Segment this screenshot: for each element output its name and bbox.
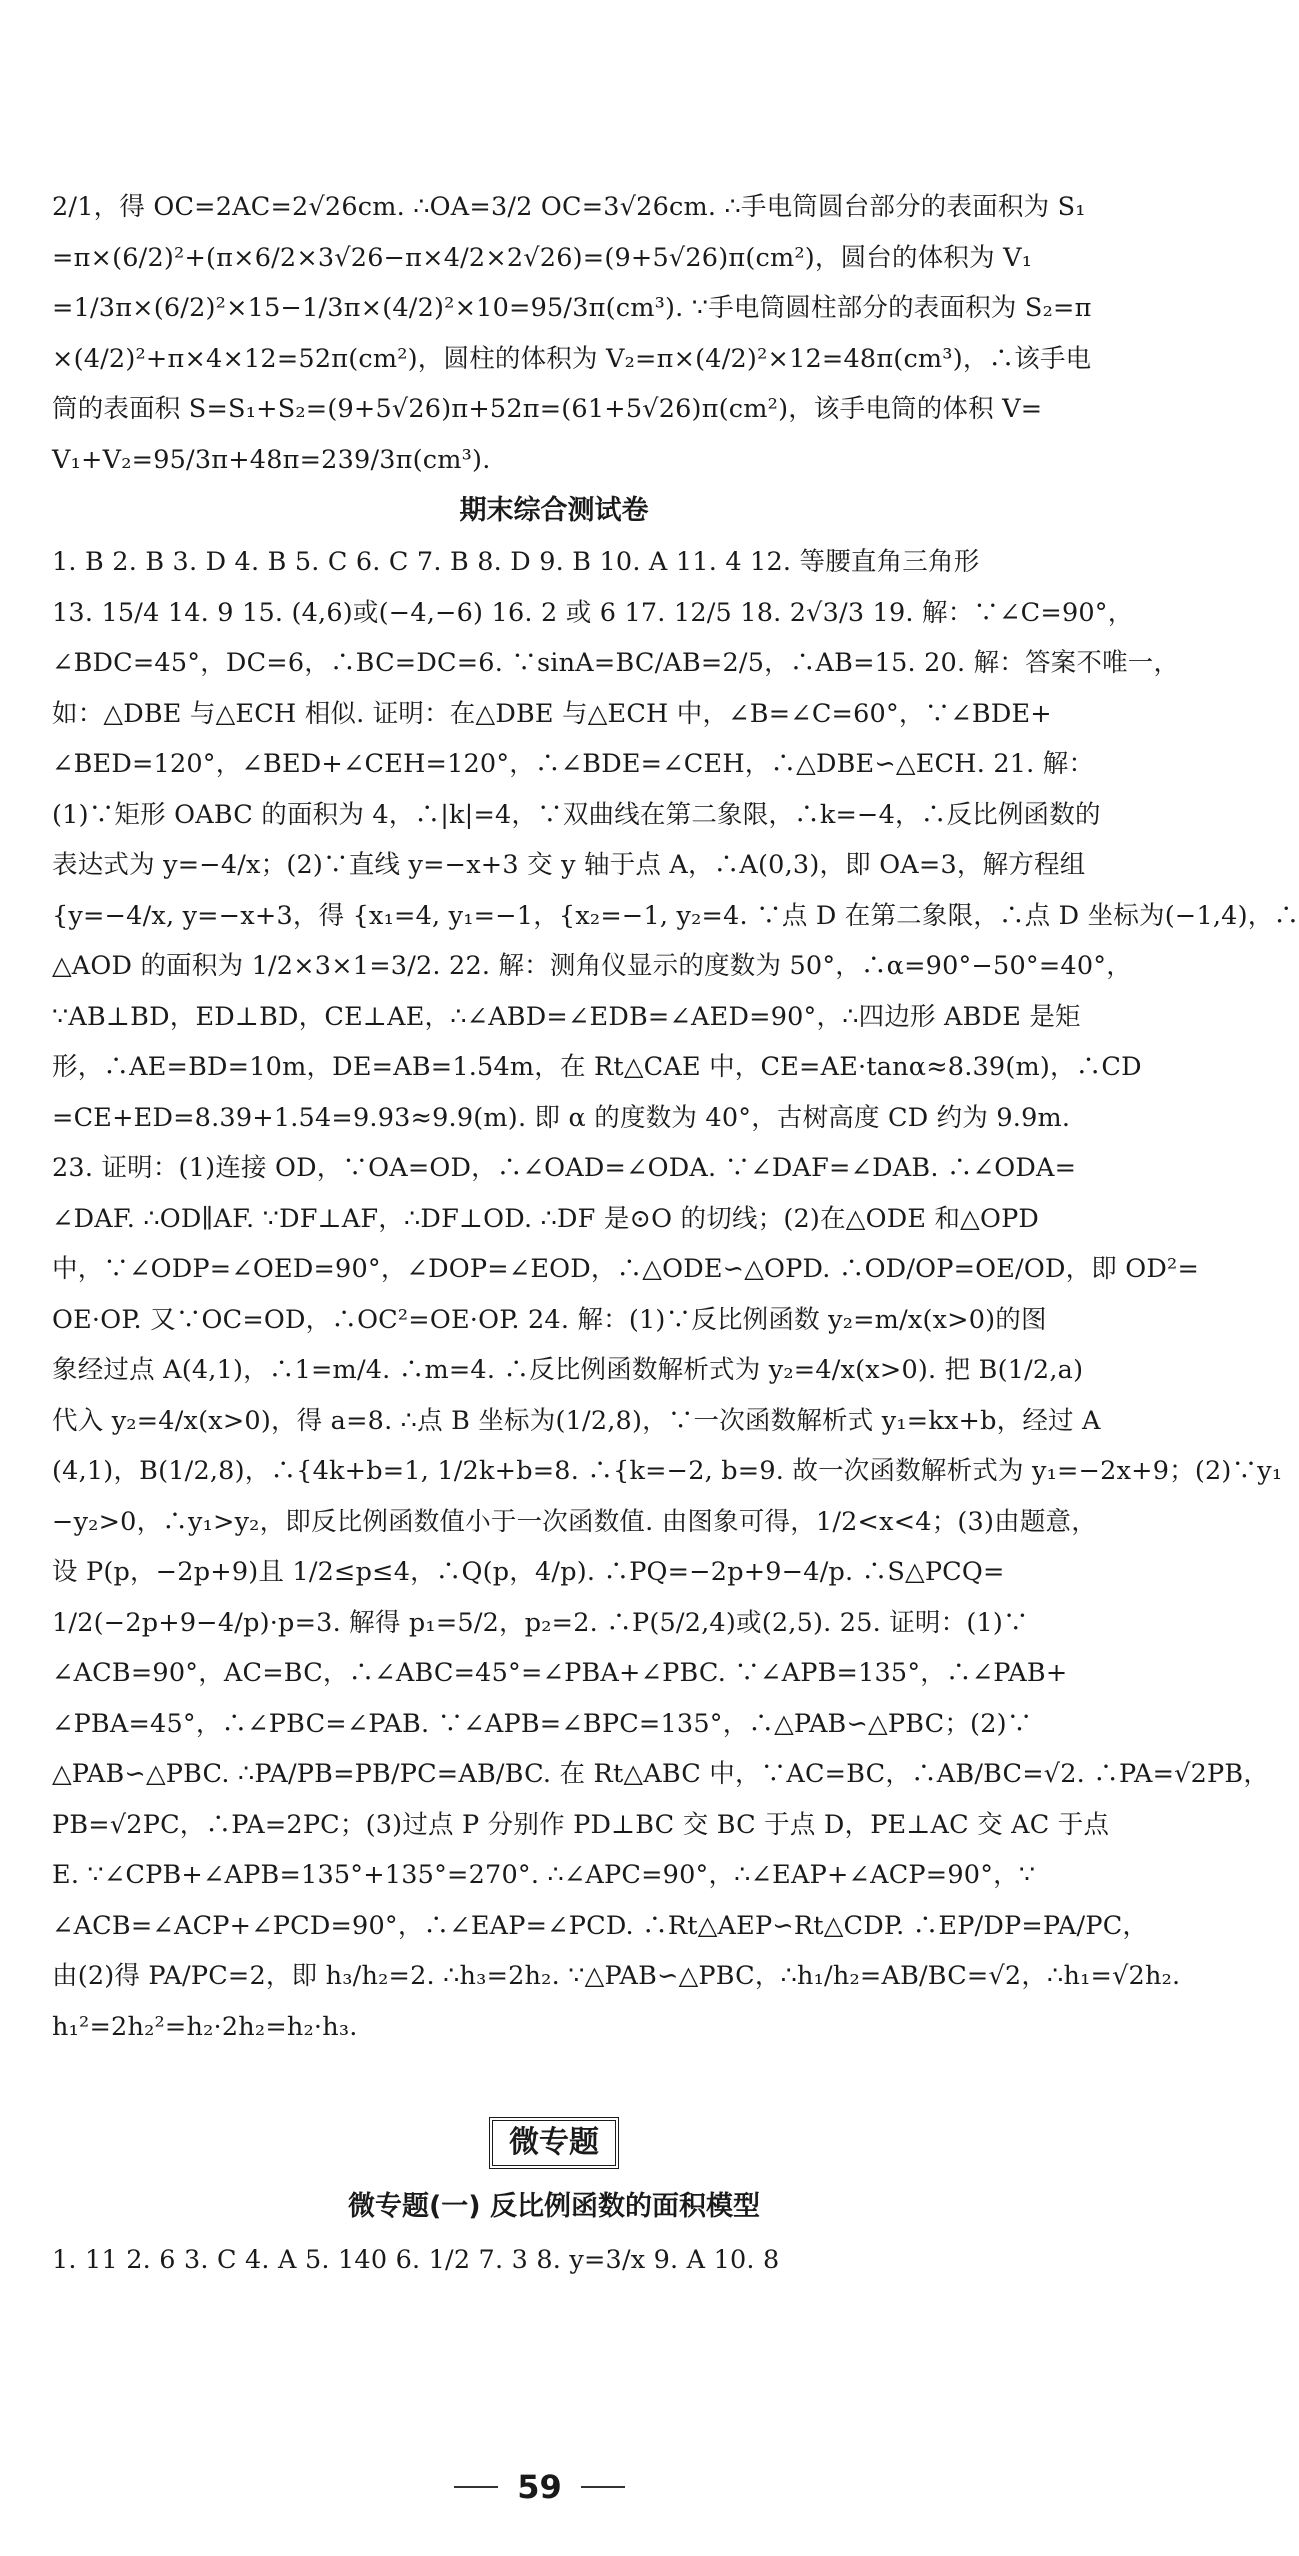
text-line: 如：△DBE 与△ECH 相似. 证明：在△DBE 与△ECH 中，∠B=∠C=60°，∵∠BDE+ <box>52 698 1052 729</box>
text-line: ∠ACB=90°，AC=BC，∴∠ABC=45°=∠PBA+∠PBC. ∵∠APB=135°，∴∠PAB+ <box>52 1658 1068 1688</box>
text-line: (4,1)，B(1/2,8)，∴{4k+b=1, 1/2k+b=8. ∴{k=−2, b=9. 故一次函数解析式为 y₁=−2x+9；(2)∵y₁ <box>52 1456 1283 1486</box>
text-line: 象经过点 A(4,1)，∴1=m/4. ∴m=4. ∴反比例函数解析式为 y₂=4/x(x>0). 把 B(1/2,a) <box>52 1355 1084 1385</box>
text-line: OE·OP. 又∵OC=OD，∴OC²=OE·OP. 24. 解：(1)∵反比例函数 y₂=m/x(x>0)的图 <box>52 1304 1047 1335</box>
text-line: ∠ACB=∠ACP+∠PCD=90°，∴∠EAP=∠PCD. ∴Rt△AEP∽Rt△CDP. ∴EP/DP=PA/PC， <box>52 1910 1149 1941</box>
text-line: ×(4/2)²+π×4×12=52π(cm²)，圆柱的体积为 V₂=π×(4/2)²×12=48π(cm³)，∴该手电 <box>52 343 1092 374</box>
section-title: 期末综合测试卷 <box>459 495 649 526</box>
text-line: (1)∵矩形 OABC 的面积为 4，∴|k|=4，∵双曲线在第二象限，∴k=−4，∴反比例函数的 <box>52 799 1101 830</box>
text-line: 中，∵∠ODP=∠OED=90°，∠DOP=∠EOD，∴△ODE∽△OPD. ∴OD/OP=OE/OD，即 OD²= <box>52 1254 1200 1284</box>
section-answers <box>52 537 1299 2103</box>
text-line: 代入 y₂=4/x(x>0)，得 a=8. ∴点 B 坐标为(1/2,8)，∵一次函数解析式 y₁=kx+b，经过 A <box>52 1405 1101 1436</box>
text-line: ∠BDC=45°，DC=6，∴BC=DC=6. ∵sinA=BC/AB=2/5，∴AB=15. 20. 解：答案不唯一， <box>52 648 1180 678</box>
text-line: 23. 证明：(1)连接 OD，∵OA=OD，∴∠OAD=∠ODA. ∵∠DAF=∠DAB. ∴∠ODA= <box>52 1153 1077 1183</box>
sub-section-title: 微专题(一) 反比例函数的面积模型 <box>347 2190 761 2222</box>
text-line: 13. 15/4 14. 9 15. (4,6)或(−4,−6) 16. 2 或 6 17. 12/5 18. 2√3/3 19. 解：∵∠C=90°， <box>52 597 1134 628</box>
text-line: 筒的表面积 S=S₁+S₂=(9+5√26)π+52π=(61+5√26)π(cm²)，该手电筒的体积 V= <box>52 394 1043 424</box>
text-line: 由(2)得 PA/PC=2，即 h₃/h₂=2. ∴h₃=2h₂. ∵△PAB∽△PBC，∴h₁/h₂=AB/BC=√2，∴h₁=√2h₂. <box>52 1961 1181 1991</box>
text-line: h₁²=2h₂²=h₂·2h₂=h₂·h₃. <box>52 2011 358 2042</box>
text-line: ∠PBA=45°，∴∠PBC=∠PAB. ∵∠APB=∠BPC=135°，∴△PAB∽△PBC；(2)∵ <box>52 1708 1033 1739</box>
text-line: △PAB∽△PBC. ∴PA/PB=PB/PC=AB/BC. 在 Rt△ABC 中，∵AC=BC，∴AB/BC=√2. ∴PA=√2PB， <box>52 1759 1270 1789</box>
text-line: 2/1，得 OC=2AC=2√26cm. ∴OA=3/2 OC=3√26cm. ∴手电筒圆台部分的表面积为 S₁ <box>52 192 1086 222</box>
text-line: =π×(6/2)²+(π×6/2×3√26−π×4/2×2√26)=(9+5√26)π(cm²)，圆台的体积为 V₁ <box>52 242 1033 273</box>
text-line <box>52 2052 1056 2103</box>
text-line: PB=√2PC，∴PA=2PC；(3)过点 P 分别作 PD⊥BC 交 BC 于点 D，PE⊥AC 交 AC 于点 <box>52 1809 1110 1840</box>
badge-row <box>52 2103 1056 2179</box>
text-line: E. ∵∠CPB+∠APB=135°+135°=270°. ∴∠APC=90°，∴∠EAP+∠ACP=90°，∵ <box>52 1860 1036 1890</box>
continuation-block <box>52 182 1092 485</box>
text-line: 设 P(p，−2p+9)且 1/2≤p≤4，∴Q(p，4/p). ∴PQ=−2p+9−4/p. ∴S△PCQ= <box>52 1557 1005 1587</box>
text-line: 形，∴AE=BD=10m，DE=AB=1.54m，在 Rt△CAE 中，CE=AE·tanα≈8.39(m)，∴CD <box>52 1052 1142 1082</box>
text-line: 表达式为 y=−4/x；(2)∵直线 y=−x+3 交 y 轴于点 A，∴A(0,3)，即 OA=3，解方程组 <box>52 850 1086 880</box>
text-line: ∵AB⊥BD，ED⊥BD，CE⊥AE，∴∠ABD=∠EDB=∠AED=90°，∴四边形 ABDE 是矩 <box>52 1001 1081 1032</box>
text-line: 1/2(−2p+9−4/p)·p=3. 解得 p₁=5/2，p₂=2. ∴P(5/2,4)或(2,5). 25. 证明：(1)∵ <box>52 1607 1029 1638</box>
page-number: 59 <box>517 2468 562 2506</box>
footer-dash-right <box>581 2486 625 2488</box>
text-line: =CE+ED=8.39+1.54=9.93≈9.9(m). 即 α 的度数为 40°，古树高度 CD 约为 9.9m. <box>52 1102 1071 1133</box>
text-line: ∠BED=120°，∠BED+∠CEH=120°，∴∠BDE=∠CEH，∴△DBE∽△ECH. 21. 解： <box>52 749 1095 779</box>
text-line: =1/3π×(6/2)²×15−1/3π×(4/2)²×10=95/3π(cm³). ∵手电筒圆柱部分的表面积为 S₂=π <box>52 293 1092 323</box>
text-line: 1. 11 2. 6 3. C 4. A 5. 140 6. 1/2 7. 3 8. y=3/x 9. A 10. 8 <box>52 2244 780 2275</box>
footer-dash-left <box>454 2486 498 2488</box>
answer-body <box>52 182 1299 2285</box>
sub-section-answers <box>52 2235 1056 2286</box>
text-line: −y₂>0，∴y₁>y₂，即反比例函数值小于一次函数值. 由图象可得，1/2<x<4；(3)由题意， <box>52 1506 1097 1537</box>
text-line: V₁+V₂=95/3π+48π=239/3π(cm³). <box>52 444 491 475</box>
text-line: ∠DAF. ∴OD∥AF. ∵DF⊥AF，∴DF⊥OD. ∴DF 是⊙O 的切线；(2)在△ODE 和△OPD <box>52 1203 1040 1234</box>
text-line: 1. B 2. B 3. D 4. B 5. C 6. C 7. B 8. D 9. B 10. A 11. 4 12. 等腰直角三角形 <box>52 547 980 577</box>
section-badge: 微专题 <box>489 2117 619 2169</box>
page-footer <box>0 2468 1079 2506</box>
text-line: {y=−4/x, y=−x+3，得 {x₁=4, y₁=−1，{x₂=−1, y₂=4. ∵点 D 在第二象限，∴点 D 坐标为(−1,4)，∴ <box>52 900 1299 931</box>
text-line: △AOD 的面积为 1/2×3×1=3/2. 22. 解：测角仪显示的度数为 50°，∴α=90°−50°=40°， <box>52 951 1132 981</box>
